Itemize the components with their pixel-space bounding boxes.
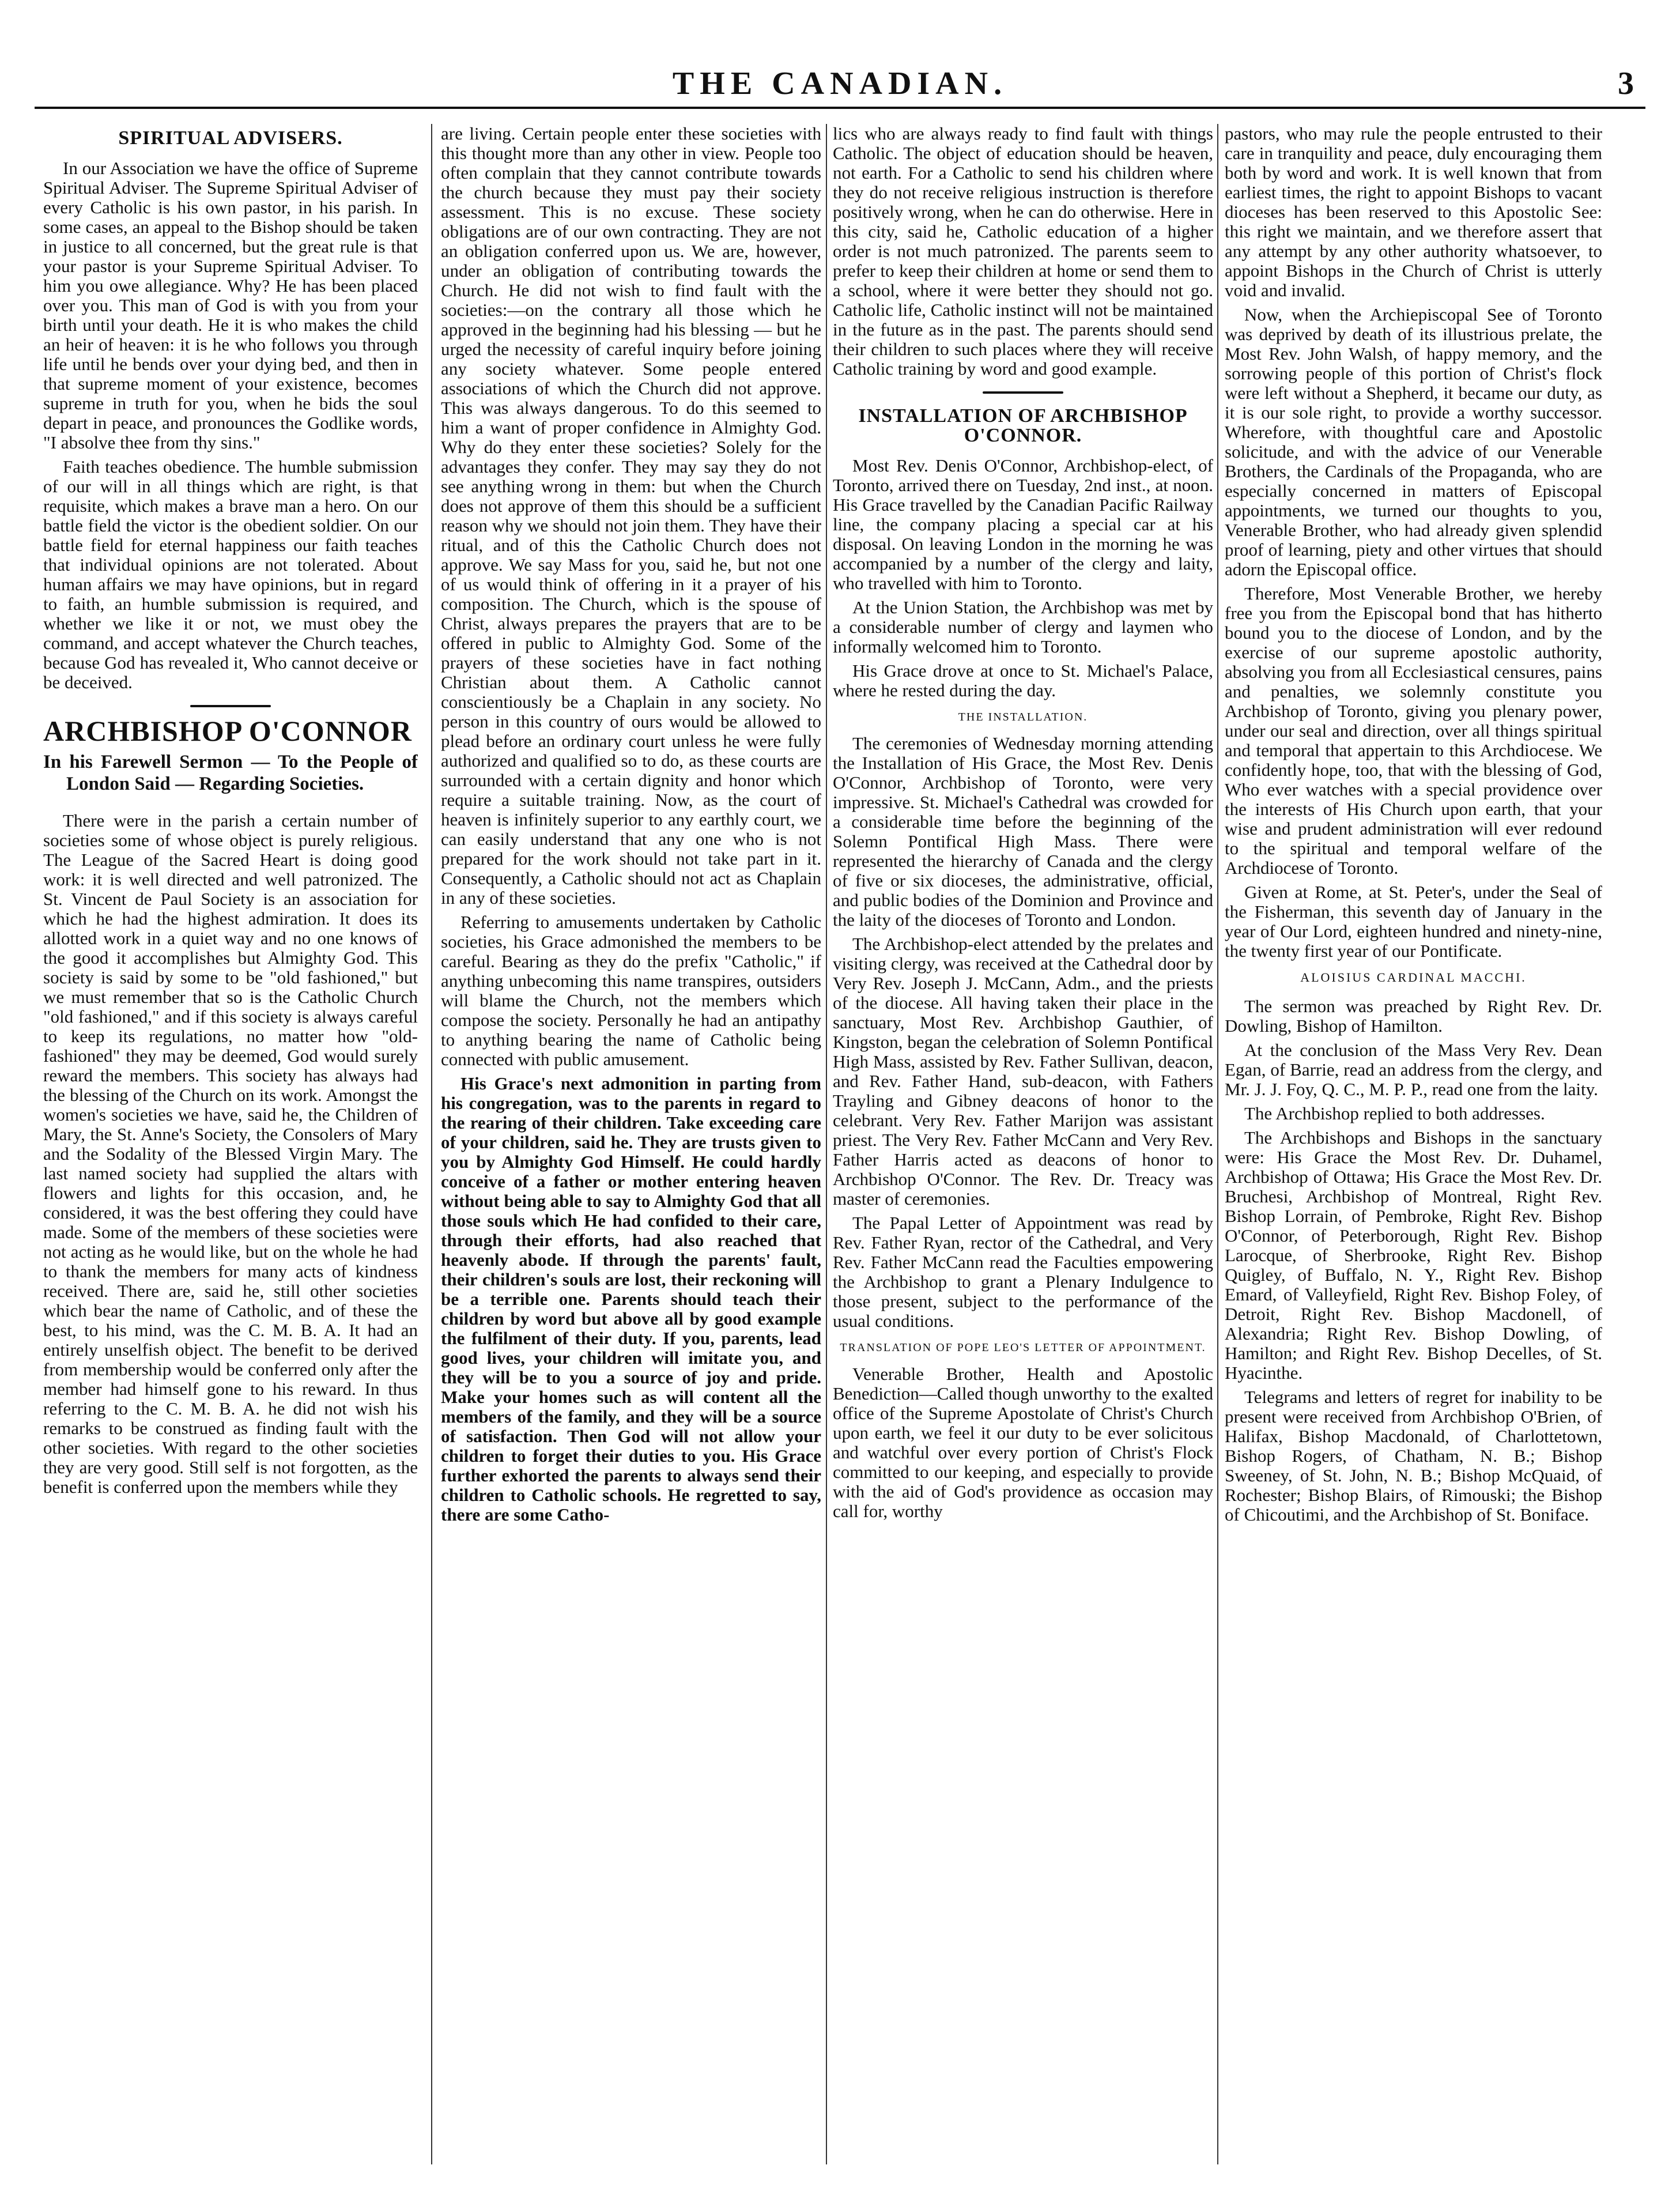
column-divider — [431, 124, 432, 2164]
article-paragraph: The ceremonies of Wednesday morning attending the Installation of His Grace, the Most Rev. Denis O'Connor, Archbishop of Toronto, were very impressive. St. Michael's Cathedral was crowded for a considerable time before the beginning of the Solemn Pontifical High Mass. There were represented the hierarchy of Canada and the clergy of five or six dioceses, the administrative, official, and public bodies of the Dominion and Province and the laity of the dioceses of Toronto and London. — [833, 733, 1213, 930]
column-3 — [833, 124, 1213, 2176]
article-paragraph: At the conclusion of the Mass Very Rev. Dean Egan, of Barrie, read an address from the clergy, and Mr. J. J. Foy, Q. C., M. P. P., read one from the laity. — [1225, 1040, 1602, 1099]
article-paragraph: are living. Certain people enter these societies with this thought more than any other in view. People too often complain that they cannot contribute towards the church because they must pay their society assessment. This is no excuse. These society obligations are of our own contracting. They are not an obligation conferred upon us. We are, however, under an obligation of contributing towards the Church. He did not wish to find fault with the societies:—on the contrary all those which he approved in the beginning had his blessing — but he urged the necessity of careful inquiry before joining any society whatever. Some people entered associations of which the Church did not approve. This was always dangerous. To do this seemed to him a want of proper confidence in Almighty God. Why do they enter these societies? Solely for the advantages they confer. They may say they do not see anything wrong in them: but when the Church does not approve of them this should be a sufficient reason why we should not join them. They have their ritual, and of this the Catholic Church does not approve. We say Mass for you, said he, but not one of us would think of offering in it a prayer of his composition. The Church, which is the spouse of Christ, always prepares the prayers that are to be offered in public to Almighty God. Some of the prayers of these societies have in fact nothing Christian about them. A Catholic cannot conscientiously be a Chaplain in any society. No person in this country of ours would be allowed to plead before an ordinary court unless he were fully authorized and qualified so to do, as these courts are surrounded with a certain dignity and honor which require a suitable training. Now, as the court of heaven is infinitely superior to any earthly court, we can easily understand that any one who is not prepared for the work should not take part in it. Consequently, a Catholic should not act as Chaplain in any of these societies. — [441, 124, 821, 908]
newspaper-title: THE CANADIAN. — [672, 66, 1008, 101]
article-paragraph: His Grace's next admonition in parting from his congregation, was to the parents in regard to the rearing of their children. Take exceeding care of your children, said he. They are trusts given to you by Almighty God Himself. He could hardly conceive of a father or mother entering heaven without being able to say to Almighty God that all those souls which He had confided to their care, through their efforts, had also reached that heavenly abode. If through the parents' fault, their children's souls are lost, their reckoning will be a terrible one. Parents should teach their children by word but above all by good example the fulfilment of their duty. If you, parents, lead good lives, your children will imitate you, and they will be to you a source of joy and pride. Make your homes such as will content all the members of the family, and they will be a source of satisfaction. Then God will not allow your children to forget their duties to you. His Grace further exhorted the parents to always send their children to Catholic schools. He regretted to say, there are some Catho- — [441, 1073, 821, 1525]
article-paragraph: Therefore, Most Venerable Brother, we hereby free you from the Episcopal bond that has hitherto bound you to the diocese of London, and by the exercise of our supreme apostolic authority, absolving you from all Ecclesiastical censures, pains and penalties, we solemnly constitute you Archbishop of Toronto, giving you plenary power, under our seal and direction, over all things spiritual and temporal that appertain to this Archdiocese. We confidently hope, too, that with the blessing of God, Who ever watches with a special providence over the interests of His Church upon earth, that your wise and prudent administration will ever redound to the spiritual and temporal welfare of the Archdiocese of Toronto. — [1225, 583, 1602, 878]
column-divider — [826, 124, 827, 2164]
article-paragraph: There were in the parish a certain number of societies some of whose object is purely religious. The League of the Sacred Heart is doing good work: it is well directed and well patronized. The St. Vincent de Paul Society is an association for which he had the highest admiration. It does its allotted work in a quiet way and no one knows of the good it accomplishes but Almighty God. This society is said by some to be "old fashioned," but we must remember that so is the Catholic Church "old fashioned," and if this society is always careful to keep its regulations, no matter how "old-fashioned" they may be deemed, God would surely reward the members. This society has always had the blessing of the Church on its work. Amongst the women's societies we have, said he, the Children of Mary, the St. Anne's Society, the Consolers of Mary and the Sodality of the Blessed Virgin Mary. The last named society had supplied the altars with flowers and lights for this occasion, and, he considered, it was the best offering they could have made. Some of the members of these societies were not acting as he would like, but on the whole he had to thank the members for many acts of kindness received. There are, said he, still other societies which bear the name of Catholic, and of these the best, to his mind, was the C. M. B. A. It had an entirely unselfish object. The benefit to be derived from membership would be conferred only after the member had himself gone to his reward. In thus referring to the C. M. B. A. he did not wish his remarks to be construed as finding fault with the other societies. With regard to the other societies they are very good. Still self is not forgotten, as the benefit is conferred upon the members while they — [43, 810, 418, 1497]
article-paragraph: Given at Rome, at St. Peter's, under the Seal of the Fisherman, this seventh day of January in the year of Our Lord, eighteen hundred and ninety-nine, the twenty first year of our Pontificate. — [1225, 882, 1602, 961]
article-paragraph: lics who are always ready to find fault with things Catholic. The object of education should be heaven, not earth. For a Catholic to send his children where they do not receive religious instruction is therefore positively wrong, when he can do otherwise. Here in this city, said he, Catholic education of a higher order is not much patronized. The parents seem to prefer to keep their children at home or send them to a school, where it were better they should not go. Catholic life, Catholic instinct will not be maintained in the future as in the past. The parents should send their children to such places where they will receive Catholic training by word and good example. — [833, 124, 1213, 379]
article-paragraph: Most Rev. Denis O'Connor, Archbishop-elect, of Toronto, arrived there on Tuesday, 2nd inst., at noon. His Grace travelled by the Canadian Pacific Railway line, the company placing a special car at his disposal. On leaving London in the morning he was accompanied by a number of the clergy and laity, who travelled with him to Toronto. — [833, 455, 1213, 593]
subhead-installation: THE INSTALLATION. — [958, 711, 1088, 723]
headline-installation: INSTALLATION OF ARCHBISHOP O'CONNOR. — [858, 405, 1188, 446]
article-paragraph: Referring to amusements undertaken by Catholic societies, his Grace admonished the members to be careful. Bearing as they do the prefix "Catholic," if anything unbecoming this name transpires, outsiders will blame the Church, not the members which compose the society. Personally he had an antipathy to anything bearing the name of Catholic being connected with public amusement. — [441, 912, 821, 1069]
article-paragraph: pastors, who may rule the people entrusted to their care in tranquility and peace, duly encouraging them both by word and work. It is well known that from earliest times, the right to appoint Bishops to vacant dioceses has been reserved to this Apostolic See: this right we maintain, and we therefore assert that any attempt by any other authority whatsoever, to appoint Bishops in the Church of Christ is utterly void and invalid. — [1225, 124, 1602, 300]
article-paragraph: The Archbishop replied to both addresses. — [1244, 1103, 1545, 1123]
column-1 — [43, 124, 418, 2176]
article-paragraph: At the Union Station, the Archbishop was met by a considerable number of clergy and laymen who informally welcomed him to Toronto. — [833, 597, 1213, 657]
article-paragraph: Faith teaches obedience. The humble submission of our will in all things which are right, is that requisite, which makes a brave man a hero. On our battle field the victor is the obedient soldier. On our battle field for eternal happiness our faith teaches that individual opinions are not tolerated. About human affairs we may have opinions, but in regard to faith, an humble submission is required, and whether we like it or not, we must obey the command, and accept whatever the Church teaches, because God has revealed it, Who cannot deceive or be deceived. — [43, 457, 418, 692]
headline-archbishop-oconnor: ARCHBISHOP O'CONNOR — [43, 715, 412, 747]
article-paragraph: The Papal Letter of Appointment was read by Rev. Father Ryan, rector of the Cathedral, and Very Rev. Father McCann read the Faculties empowering the Archbishop to grant a Plenary Indulgence to those present, subject to the performance of the usual conditions. — [833, 1213, 1213, 1331]
article-paragraph: Telegrams and letters of regret for inability to be present were received from Archbishop O'Brien, of Halifax, Bishop Macdonald, of Charlottetown, Bishop Rogers, of Chatham, N. B.; Bishop Sweeney, of St. John, N. B.; Bishop McQuaid, of Rochester; Bishop Blairs, of Rimouski; the Bishop of Chicoutimi, and the Archbishop of St. Boniface. — [1225, 1387, 1602, 1525]
article-paragraph: Now, when the Archiepiscopal See of Toronto was deprived by death of its illustrious prelate, the Most Rev. John Walsh, of happy memory, and the sorrowing people of this portion of Christ's flock were left without a Shepherd, it became our duty, as it is our sole right, to provide a worthy successor. Wherefore, with thoughtful care and Apostolic solicitude, and with the advice of our Venerable Brothers, the Cardinals of the Propaganda, who are especially concerned in matters of Episcopal appointments, we turned our thoughts to you, Venerable Brother, who had already given splendid proof of learning, piety and other virtues that should adorn the Episcopal office. — [1225, 304, 1602, 579]
article-paragraph: The Archbishops and Bishops in the sanctuary were: His Grace the Most Rev. Dr. Duhamel, Archbishop of Ottawa; His Grace the Most Rev. Dr. Bruchesi, Archbishop of Montreal, Right Rev. Bishop Lorrain, of Pembroke, Right Rev. Bishop O'Connor, of Peterborough, Right Rev. Bishop Larocque, of Sherbrooke, Right Rev. Bishop Quigley, of Buffalo, N. Y., Right Rev. Bishop Emard, of Valleyfield, Right Rev. Bishop Foley, of Detroit, Right Rev. Bishop Macdonell, of Alexandria; Right Rev. Bishop Dowling, of Hamilton; and Right Rev. Bishop Decelles, of St. Hyacinthe. — [1225, 1127, 1602, 1383]
section-separator — [190, 705, 271, 707]
article-paragraph: Venerable Brother, Health and Apostolic Benediction—Called though unworthy to the exalted office of the Supreme Apostolate of Christ's Church upon earth, we feel it our duty to be ever solicitous and watchful over every portion of Christ's Flock committed to our keeping, and especially to provide with the aid of God's providence as occasion may call for, worthy — [833, 1364, 1213, 1521]
article-paragraph: In our Association we have the office of Supreme Spiritual Adviser. The Supreme Spiritual Adviser of every Catholic is his own pastor, in his parish. In some cases, an appeal to the Bishop should be taken in justice to all concerned, but the great rule is that your pastor is your Supreme Spiritual Adviser. To him you owe allegiance. Why? He has been placed over you. This man of God is with you from your birth until your death. He it is who makes the child an heir of heaven: it is he who follows you through life until he bends over your dying bed, and then in that supreme moment of your existence, becomes supreme in truth for you, when he bids the soul depart in peace, and pronounces the Godlike words, "I absolve thee from thy sins." — [43, 158, 418, 452]
masthead — [35, 55, 1645, 109]
headline-spiritual-advisers: SPIRITUAL ADVISERS. — [118, 127, 343, 149]
article-paragraph: The Archbishop-elect attended by the prelates and visiting clergy, was received at the Cathedral door by Very Rev. Joseph J. McCann, Adm., and the priests of the diocese. All having taken their place in the sanctuary, Most Rev. Archbishop Gauthier, of Kingston, began the celebration of Solemn Pontifical High Mass, assisted by Rev. Father Sullivan, deacon, and Rev. Father Hand, sub-deacon, with Fathers Trayling and Gibney deacons of honor to the celebrant. Very Rev. Father Marijon was assistant priest. The Very Rev. Father McCann and Very Rev. Father Harris acted as deacons of honor to Archbishop O'Connor. The Rev. Dr. Treacy was master of ceremonies. — [833, 934, 1213, 1209]
column-divider — [1217, 124, 1218, 2164]
section-separator — [983, 391, 1063, 394]
page-number: 3 — [1618, 66, 1634, 101]
signature-line: ALOISIUS CARDINAL MACCHI. — [1300, 970, 1527, 985]
column-4 — [1225, 124, 1602, 2176]
article-subheadline: In his Farewell Sermon — To the People of London Said — Regarding Societies. — [43, 752, 418, 794]
column-2 — [441, 124, 821, 2176]
subhead-translation: TRANSLATION OF POPE LEO'S LETTER OF APPOINTMENT. — [840, 1341, 1206, 1354]
article-paragraph: His Grace drove at once to St. Michael's Palace, where he rested during the day. — [833, 661, 1213, 700]
article-paragraph: The sermon was preached by Right Rev. Dr. Dowling, Bishop of Hamilton. — [1225, 996, 1602, 1036]
